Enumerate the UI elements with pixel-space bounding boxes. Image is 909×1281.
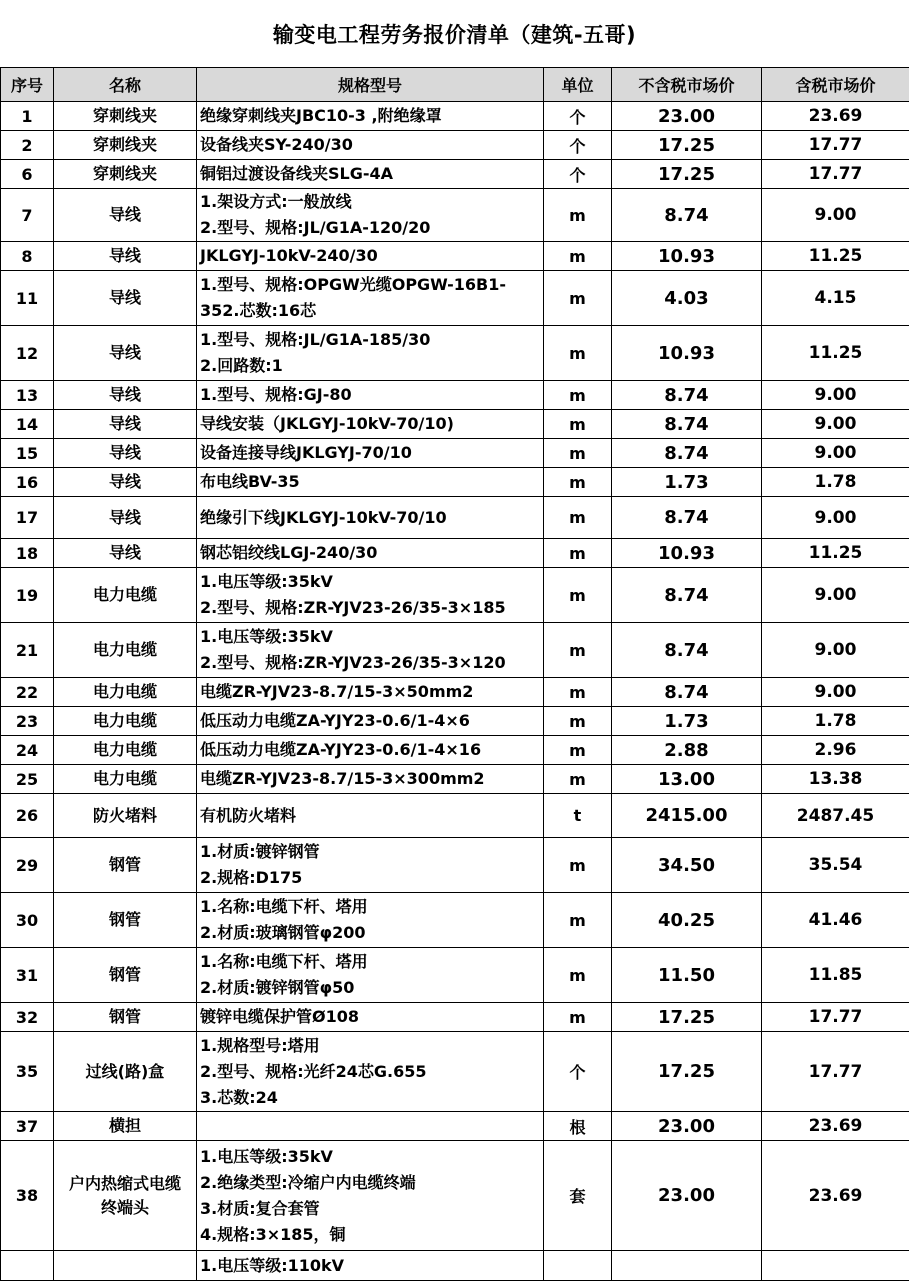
cell-seq[interactable]: 17: [1, 497, 54, 539]
cell-spec[interactable]: [197, 1112, 544, 1141]
cell-name[interactable]: [54, 242, 197, 271]
cell-unit[interactable]: m: [544, 242, 612, 271]
cell-unit[interactable]: 个: [544, 131, 612, 160]
cell-spec[interactable]: [197, 794, 544, 838]
cell-price-ex-tax[interactable]: 1.73: [612, 468, 762, 497]
cell-price-inc-tax[interactable]: 9.00: [762, 439, 909, 468]
cell-unit[interactable]: 个: [544, 160, 612, 189]
table-row: [1, 1003, 909, 1032]
name-line: 横担: [54, 1114, 196, 1138]
cell-name[interactable]: [54, 948, 197, 1003]
table-row: [1, 468, 909, 497]
cell-name[interactable]: [54, 1112, 197, 1141]
table-row: [1, 410, 909, 439]
cell-spec[interactable]: [197, 439, 544, 468]
spec-line: 2.材质:镀锌钢管φ50: [200, 975, 543, 1001]
table-row: [1, 623, 909, 678]
cell-unit[interactable]: m: [544, 410, 612, 439]
spec-line: 导线安装（JKLGYJ-10kV-70/10): [200, 411, 543, 437]
spec-line: 低压动力电缆ZA-YJY23-0.6/1-4×6: [200, 708, 543, 734]
cell-price-ex-tax[interactable]: 2.88: [612, 736, 762, 765]
cell-price-ex-tax[interactable]: 1.73: [612, 707, 762, 736]
spec-line: 2.材质:玻璃钢管φ200: [200, 920, 543, 946]
header-name[interactable]: 名称: [54, 68, 197, 102]
cell-spec[interactable]: [197, 468, 544, 497]
name-line: 导线: [54, 286, 196, 310]
name-line: 导线: [54, 341, 196, 365]
sheet-title: 输变电工程劳务报价清单（建筑-五哥): [0, 0, 909, 67]
name-line: 钢管: [54, 853, 196, 877]
cell-name[interactable]: [54, 765, 197, 794]
cell-name[interactable]: [54, 381, 197, 410]
cell-unit[interactable]: m: [544, 271, 612, 326]
name-line: 终端头: [54, 1196, 196, 1220]
cell-spec[interactable]: [197, 893, 544, 948]
spec-line: 1.规格型号:塔用: [200, 1033, 543, 1059]
name-line: 电力电缆: [54, 583, 196, 607]
cell-unit[interactable]: m: [544, 497, 612, 539]
cell-name[interactable]: [54, 893, 197, 948]
cell-price-ex-tax[interactable]: 8.74: [612, 410, 762, 439]
table-row: [1, 160, 909, 189]
spec-line: 2.型号、规格:ZR-YJV23-26/35-3×120: [200, 650, 543, 676]
spec-line: 钢芯铝绞线LGJ-240/30: [200, 540, 543, 566]
cell-price-ex-tax[interactable]: 8.74: [612, 497, 762, 539]
cell-price-ex-tax[interactable]: 11.50: [612, 948, 762, 1003]
cell-price-ex-tax[interactable]: 2415.00: [612, 794, 762, 838]
cell-unit[interactable]: m: [544, 838, 612, 893]
name-line: 导线: [54, 203, 196, 227]
spec-line: JKLGYJ-10kV-240/30: [200, 243, 543, 269]
table-row: [1, 131, 909, 160]
cell-price-ex-tax[interactable]: 8.74: [612, 568, 762, 623]
cell-spec[interactable]: [197, 160, 544, 189]
cell-price-ex-tax[interactable]: 23.00: [612, 1141, 762, 1251]
cell-seq[interactable]: 24: [1, 736, 54, 765]
cell-price-ex-tax[interactable]: 40.25: [612, 893, 762, 948]
spec-line: 2.型号、规格:ZR-YJV23-26/35-3×185: [200, 595, 543, 621]
cell-seq[interactable]: 19: [1, 568, 54, 623]
cell-unit[interactable]: [544, 1251, 612, 1281]
spec-line: 352.芯数:16芯: [200, 298, 543, 324]
price-table-container: [0, 67, 909, 1281]
cell-price-inc-tax[interactable]: 17.77: [762, 131, 909, 160]
table-row: [1, 1141, 909, 1251]
spec-line: 2.规格:D175: [200, 865, 543, 891]
cell-unit[interactable]: m: [544, 189, 612, 242]
cell-seq[interactable]: 2: [1, 131, 54, 160]
cell-price-inc-tax[interactable]: 17.77: [762, 1032, 909, 1112]
header-unit[interactable]: 单位: [544, 68, 612, 102]
name-line: 电力电缆: [54, 638, 196, 662]
cell-name[interactable]: [54, 623, 197, 678]
cell-price-inc-tax[interactable]: 9.00: [762, 381, 909, 410]
cell-name[interactable]: [54, 410, 197, 439]
cell-price-ex-tax[interactable]: 8.74: [612, 623, 762, 678]
spec-line: 设备线夹SY-240/30: [200, 132, 543, 158]
cell-price-ex-tax[interactable]: 10.93: [612, 242, 762, 271]
cell-unit[interactable]: m: [544, 765, 612, 794]
cell-price-ex-tax[interactable]: 17.25: [612, 1032, 762, 1112]
spec-line: 1.名称:电缆下杆、塔用: [200, 894, 543, 920]
spec-line: 低压动力电缆ZA-YJY23-0.6/1-4×16: [200, 737, 543, 763]
header-row: [1, 68, 909, 102]
cell-seq[interactable]: 26: [1, 794, 54, 838]
cell-price-inc-tax[interactable]: 23.69: [762, 102, 909, 131]
cell-unit[interactable]: m: [544, 948, 612, 1003]
name-line: 导线: [54, 441, 196, 465]
cell-price-ex-tax[interactable]: 8.74: [612, 678, 762, 707]
cell-seq[interactable]: 8: [1, 242, 54, 271]
cell-name[interactable]: [54, 1003, 197, 1032]
cell-spec[interactable]: [197, 736, 544, 765]
cell-price-inc-tax[interactable]: 9.00: [762, 568, 909, 623]
cell-price-ex-tax[interactable]: 34.50: [612, 838, 762, 893]
name-line: 防火堵料: [54, 804, 196, 828]
cell-spec[interactable]: [197, 1141, 544, 1251]
cell-price-inc-tax[interactable]: 17.77: [762, 160, 909, 189]
header-price-ex-tax[interactable]: 不含税市场价: [612, 68, 762, 102]
cell-price-inc-tax[interactable]: 1.78: [762, 707, 909, 736]
cell-price-inc-tax[interactable]: 4.15: [762, 271, 909, 326]
table-row: [1, 568, 909, 623]
cell-name[interactable]: [54, 838, 197, 893]
cell-price-ex-tax[interactable]: [612, 1251, 762, 1281]
table-row: [1, 678, 909, 707]
spec-line: 1.电压等级:35kV: [200, 1144, 543, 1170]
name-line: 导线: [54, 470, 196, 494]
cell-seq[interactable]: 21: [1, 623, 54, 678]
cell-seq[interactable]: 14: [1, 410, 54, 439]
cell-price-inc-tax[interactable]: 35.54: [762, 838, 909, 893]
cell-spec[interactable]: [197, 623, 544, 678]
cell-price-inc-tax[interactable]: 17.77: [762, 1003, 909, 1032]
table-row: [1, 242, 909, 271]
cell-price-inc-tax[interactable]: 2487.45: [762, 794, 909, 838]
table-row: [1, 1112, 909, 1141]
spec-line: 1.电压等级:110kV: [200, 1253, 543, 1279]
cell-price-inc-tax[interactable]: 11.25: [762, 242, 909, 271]
spec-line: 1.名称:电缆下杆、塔用: [200, 949, 543, 975]
cell-name[interactable]: [54, 1032, 197, 1112]
cell-unit[interactable]: t: [544, 794, 612, 838]
cell-spec[interactable]: [197, 242, 544, 271]
table-row: [1, 838, 909, 893]
name-line: 钢管: [54, 1005, 196, 1029]
cell-unit[interactable]: 个: [544, 1032, 612, 1112]
table-row: [1, 794, 909, 838]
cell-seq[interactable]: 35: [1, 1032, 54, 1112]
cell-unit[interactable]: m: [544, 326, 612, 381]
table-row: [1, 765, 909, 794]
cell-price-ex-tax[interactable]: 10.93: [612, 539, 762, 568]
name-line: 电力电缆: [54, 680, 196, 704]
cell-price-inc-tax[interactable]: 41.46: [762, 893, 909, 948]
cell-name[interactable]: [54, 326, 197, 381]
cell-seq[interactable]: 6: [1, 160, 54, 189]
cell-name[interactable]: [54, 439, 197, 468]
cell-price-ex-tax[interactable]: 17.25: [612, 131, 762, 160]
cell-name[interactable]: [54, 794, 197, 838]
cell-unit[interactable]: 套: [544, 1141, 612, 1251]
spec-line: 电缆ZR-YJV23-8.7/15-3×50mm2: [200, 679, 543, 705]
spec-line: 电缆ZR-YJV23-8.7/15-3×300mm2: [200, 766, 543, 792]
cell-price-ex-tax[interactable]: 23.00: [612, 102, 762, 131]
cell-price-inc-tax[interactable]: 11.25: [762, 326, 909, 381]
spec-line: 镀锌电缆保护管Ø108: [200, 1004, 543, 1030]
spec-line: 设备连接导线JKLGYJ-70/10: [200, 440, 543, 466]
cell-name[interactable]: [54, 736, 197, 765]
cell-seq[interactable]: 32: [1, 1003, 54, 1032]
cell-price-inc-tax[interactable]: 1.78: [762, 468, 909, 497]
cell-spec[interactable]: [197, 131, 544, 160]
cell-name[interactable]: [54, 707, 197, 736]
spec-line: 布电线BV-35: [200, 469, 543, 495]
spec-line: 1.架设方式:一般放线: [200, 189, 543, 215]
cell-seq[interactable]: 15: [1, 439, 54, 468]
price-table: [0, 67, 909, 1281]
cell-spec[interactable]: [197, 271, 544, 326]
spec-line: 1.型号、规格:OPGW光缆OPGW-16B1-: [200, 272, 543, 298]
name-line: 导线: [54, 383, 196, 407]
cell-price-ex-tax[interactable]: 10.93: [612, 326, 762, 381]
cell-unit[interactable]: m: [544, 439, 612, 468]
spec-line: 1.型号、规格:JL/G1A-185/30: [200, 327, 543, 353]
name-line: 导线: [54, 506, 196, 530]
cell-seq[interactable]: 22: [1, 678, 54, 707]
cell-price-ex-tax[interactable]: 23.00: [612, 1112, 762, 1141]
header-seq[interactable]: 序号: [1, 68, 54, 102]
cell-spec[interactable]: [197, 838, 544, 893]
cell-unit[interactable]: m: [544, 568, 612, 623]
table-row: [1, 189, 909, 242]
spec-line: 1.型号、规格:GJ-80: [200, 382, 543, 408]
cell-unit[interactable]: m: [544, 539, 612, 568]
cell-unit[interactable]: 根: [544, 1112, 612, 1141]
cell-spec[interactable]: [197, 1003, 544, 1032]
cell-seq[interactable]: 7: [1, 189, 54, 242]
cell-price-inc-tax[interactable]: 23.69: [762, 1141, 909, 1251]
cell-price-ex-tax[interactable]: 8.74: [612, 439, 762, 468]
table-row: [1, 893, 909, 948]
cell-seq[interactable]: 25: [1, 765, 54, 794]
cell-name[interactable]: [54, 568, 197, 623]
cell-name[interactable]: [54, 468, 197, 497]
table-row: [1, 948, 909, 1003]
cell-name[interactable]: [54, 131, 197, 160]
name-line: 穿刺线夹: [54, 162, 196, 186]
cell-name[interactable]: [54, 271, 197, 326]
cell-spec[interactable]: [197, 102, 544, 131]
cell-unit[interactable]: m: [544, 893, 612, 948]
name-line: 导线: [54, 412, 196, 436]
cell-name[interactable]: [54, 539, 197, 568]
cell-price-inc-tax[interactable]: 9.00: [762, 189, 909, 242]
spec-line: 1.电压等级:35kV: [200, 624, 543, 650]
table-row: [1, 381, 909, 410]
spec-line: 1.电压等级:35kV: [200, 569, 543, 595]
cell-seq[interactable]: 11: [1, 271, 54, 326]
name-line: 电力电缆: [54, 738, 196, 762]
cell-unit[interactable]: m: [544, 623, 612, 678]
cell-spec[interactable]: [197, 678, 544, 707]
table-row: [1, 707, 909, 736]
cell-name[interactable]: [54, 160, 197, 189]
spec-line: 2.绝缘类型:冷缩户内电缆终端: [200, 1170, 543, 1196]
spec-line: 3.芯数:24: [200, 1085, 543, 1111]
cell-price-inc-tax[interactable]: 13.38: [762, 765, 909, 794]
cell-price-inc-tax[interactable]: 2.96: [762, 736, 909, 765]
cell-price-ex-tax[interactable]: 17.25: [612, 160, 762, 189]
cell-spec[interactable]: [197, 948, 544, 1003]
table-row: [1, 539, 909, 568]
cell-seq[interactable]: 23: [1, 707, 54, 736]
spec-line: 1.材质:镀锌钢管: [200, 839, 543, 865]
cell-seq[interactable]: 1: [1, 102, 54, 131]
spec-line: 2.型号、规格:光纤24芯G.655: [200, 1059, 543, 1085]
cell-price-inc-tax[interactable]: 11.25: [762, 539, 909, 568]
table-row: [1, 497, 909, 539]
cell-name[interactable]: [54, 102, 197, 131]
spec-line: 铜铝过渡设备线夹SLG-4A: [200, 161, 543, 187]
name-line: 钢管: [54, 963, 196, 987]
spec-line: 3.材质:复合套管: [200, 1196, 543, 1222]
table-row: [1, 271, 909, 326]
cell-price-ex-tax[interactable]: 13.00: [612, 765, 762, 794]
cell-spec[interactable]: [197, 539, 544, 568]
cell-spec[interactable]: [197, 410, 544, 439]
name-line: 穿刺线夹: [54, 104, 196, 128]
cell-spec[interactable]: [197, 1032, 544, 1112]
header-spec[interactable]: 规格型号: [197, 68, 544, 102]
spec-line: 绝缘穿刺线夹JBC10-3 ,附绝缘罩: [200, 103, 543, 129]
cell-name[interactable]: [54, 189, 197, 242]
cell-name[interactable]: [54, 1251, 197, 1281]
name-line: 导线: [54, 244, 196, 268]
spec-line: 2.型号、规格:JL/G1A-120/20: [200, 215, 543, 241]
cell-unit[interactable]: m: [544, 468, 612, 497]
cell-price-inc-tax[interactable]: 11.85: [762, 948, 909, 1003]
spec-line: 2.回路数:1: [200, 353, 543, 379]
cell-spec[interactable]: [197, 1251, 544, 1281]
cell-spec[interactable]: [197, 707, 544, 736]
spec-line: 有机防火堵料: [200, 803, 543, 829]
table-row: [1, 439, 909, 468]
name-line: 导线: [54, 541, 196, 565]
name-line: 穿刺线夹: [54, 133, 196, 157]
cell-spec[interactable]: [197, 189, 544, 242]
cell-name[interactable]: [54, 678, 197, 707]
cell-seq[interactable]: 38: [1, 1141, 54, 1251]
cell-seq[interactable]: 37: [1, 1112, 54, 1141]
cell-seq[interactable]: 12: [1, 326, 54, 381]
cell-spec[interactable]: [197, 326, 544, 381]
cell-price-inc-tax[interactable]: 9.00: [762, 497, 909, 539]
name-line: 户内热缩式电缆: [54, 1172, 196, 1196]
cell-seq[interactable]: 30: [1, 893, 54, 948]
cell-seq[interactable]: 18: [1, 539, 54, 568]
table-row: [1, 1032, 909, 1112]
cell-name[interactable]: [54, 1141, 197, 1251]
cell-price-ex-tax[interactable]: 17.25: [612, 1003, 762, 1032]
cell-seq[interactable]: 16: [1, 468, 54, 497]
name-line: 电力电缆: [54, 709, 196, 733]
spec-line: 绝缘引下线JKLGYJ-10kV-70/10: [200, 505, 543, 531]
cell-price-ex-tax[interactable]: 4.03: [612, 271, 762, 326]
spec-line: 4.规格:3×185，铜: [200, 1222, 543, 1248]
cell-price-inc-tax[interactable]: 9.00: [762, 410, 909, 439]
cell-name[interactable]: [54, 497, 197, 539]
cell-price-ex-tax[interactable]: 8.74: [612, 189, 762, 242]
name-line: 过线(路)盒: [54, 1060, 196, 1084]
cell-unit[interactable]: m: [544, 707, 612, 736]
cell-seq[interactable]: 31: [1, 948, 54, 1003]
table-row: [1, 102, 909, 131]
cell-seq[interactable]: 13: [1, 381, 54, 410]
table-body: [1, 102, 909, 1281]
cell-unit[interactable]: 个: [544, 102, 612, 131]
header-price-inc-tax[interactable]: 含税市场价: [762, 68, 909, 102]
cell-price-ex-tax[interactable]: 8.74: [612, 381, 762, 410]
table-row: [1, 736, 909, 765]
name-line: 电力电缆: [54, 767, 196, 791]
cell-seq[interactable]: 29: [1, 838, 54, 893]
cell-unit[interactable]: m: [544, 736, 612, 765]
cell-price-inc-tax[interactable]: 23.69: [762, 1112, 909, 1141]
cell-price-inc-tax[interactable]: 9.00: [762, 678, 909, 707]
table-row: [1, 1251, 909, 1281]
cell-unit[interactable]: m: [544, 1003, 612, 1032]
cell-unit[interactable]: m: [544, 678, 612, 707]
cell-spec[interactable]: [197, 765, 544, 794]
cell-price-inc-tax[interactable]: [762, 1251, 909, 1281]
cell-unit[interactable]: m: [544, 381, 612, 410]
cell-spec[interactable]: [197, 381, 544, 410]
cell-seq[interactable]: [1, 1251, 54, 1281]
cell-spec[interactable]: [197, 568, 544, 623]
name-line: 钢管: [54, 908, 196, 932]
table-row: [1, 326, 909, 381]
cell-spec[interactable]: [197, 497, 544, 539]
cell-price-inc-tax[interactable]: 9.00: [762, 623, 909, 678]
